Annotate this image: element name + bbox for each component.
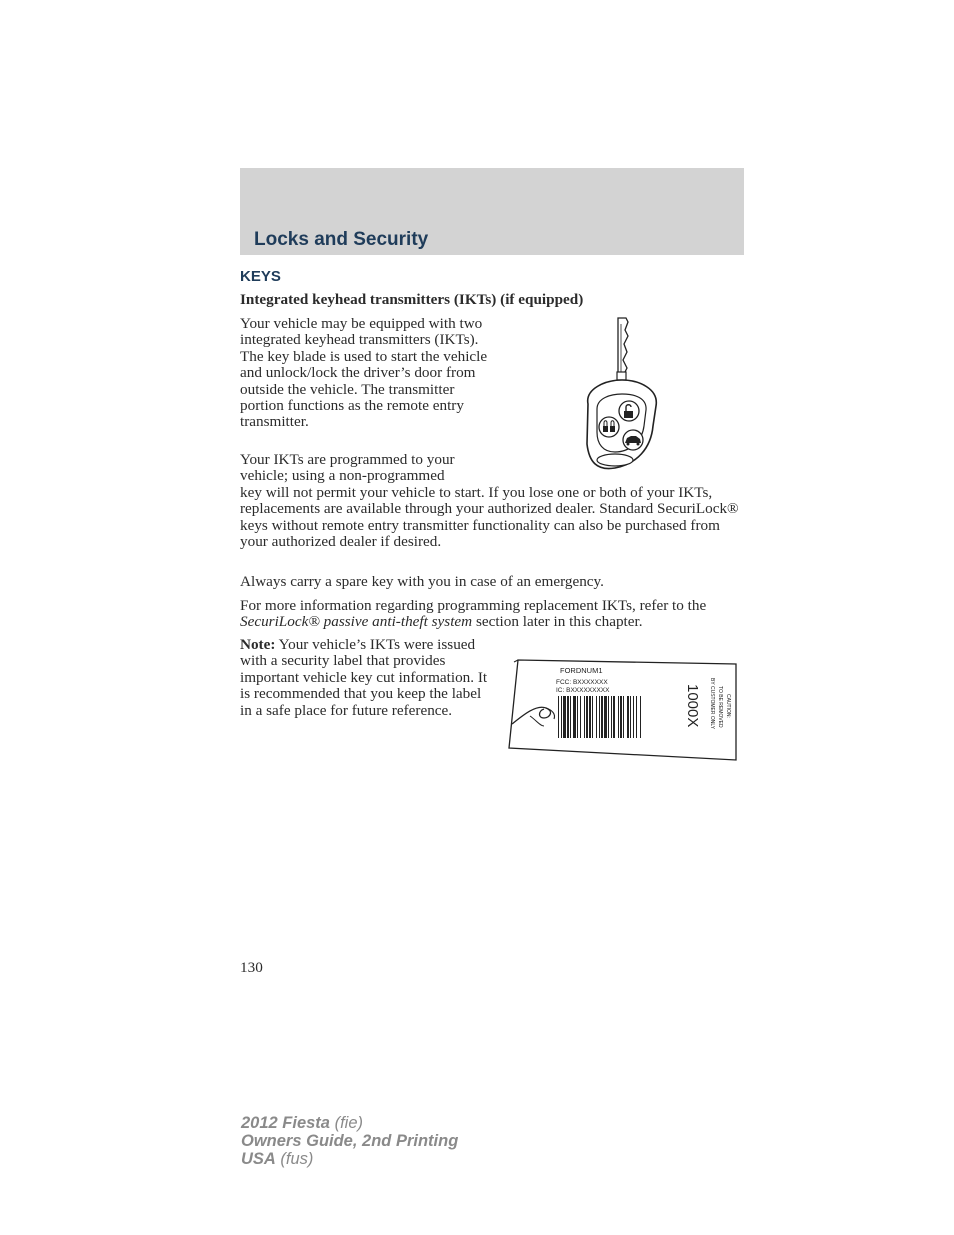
- paragraph-spare-key: Always carry a spare key with you in case of an emergency.: [240, 573, 604, 590]
- paragraph-more-info: [240, 598, 744, 631]
- barcode-bar: [601, 696, 603, 738]
- barcode-bar: [640, 696, 641, 738]
- label-caution-1: CAUTION:: [725, 694, 731, 718]
- barcode-bar: [633, 696, 634, 738]
- more-info-text-end: section later in this chapter.: [472, 613, 643, 631]
- barcode-bar: [561, 696, 562, 738]
- chapter-title: Locks and Security: [254, 229, 429, 250]
- barcode: [558, 696, 641, 738]
- barcode-bar: [577, 696, 578, 738]
- label-fcc: FCC: BXXXXXXX: [556, 679, 608, 686]
- footer-guide: Owners Guide, 2nd Printing: [241, 1132, 459, 1150]
- barcode-bar: [630, 696, 631, 738]
- chapter-header-band: [240, 168, 744, 255]
- footer-market: USA: [241, 1150, 276, 1168]
- label-caution-2: TO BE REMOVED: [717, 686, 723, 728]
- footer-model-code: (fie): [329, 1114, 363, 1132]
- barcode-bar: [586, 696, 588, 738]
- barcode-bar: [589, 696, 591, 738]
- barcode-bar: [627, 696, 629, 738]
- barcode-bar: [563, 696, 566, 738]
- subheading: Integrated keyhead transmitters (IKTs) (if equipped): [240, 291, 584, 308]
- note-label: Note:: [240, 636, 276, 653]
- barcode-bar: [558, 696, 559, 738]
- barcode-bar: [570, 696, 571, 738]
- more-info-text: For more information regarding programming replacement IKTs, refer to the: [240, 597, 707, 614]
- barcode-bar: [608, 696, 609, 738]
- paragraph-programming-rest: key will not permit your vehicle to start. If you lose one or both of your IKTs, replacements are available through your authorized dealer. Standard SecuriLock® keys without remote entry transmitter functionality can also be purchased from your authorized dealer if desired.: [240, 484, 739, 551]
- paragraph-note: [240, 637, 494, 719]
- securilock-reference: SecuriLock® passive anti-theft system: [240, 613, 473, 631]
- barcode-bar: [584, 696, 585, 738]
- barcode-bar: [620, 696, 622, 738]
- barcode-bar: [596, 696, 597, 738]
- label-caution-3: BY CUSTOMER ONLY: [709, 678, 715, 730]
- barcode-bar: [618, 696, 619, 738]
- unlock-button-icon: [619, 401, 639, 421]
- paragraph-ikt-intro: Your vehicle may be equipped with two integrated keyhead transmitters (IKTs). The key blade is used to start the vehicle and unlock/lock the driver’s door from outside the vehicle. The transmitter portion functions as the remote entry transmitter.: [240, 315, 488, 431]
- barcode-bar: [592, 696, 593, 738]
- footer-market-code: (fus): [275, 1150, 314, 1168]
- footer-model: 2012 Fiesta: [241, 1114, 330, 1132]
- footer-line-2: [241, 1132, 458, 1150]
- barcode-bar: [567, 696, 569, 738]
- label-ic: IC: BXXXXXXXXX: [556, 687, 610, 694]
- paragraph-programming-start: Your IKTs are programmed to your vehicle; using a non-programmed: [240, 451, 455, 485]
- barcode-bar: [604, 696, 607, 738]
- label-part-number: FORDNUM1: [560, 666, 603, 675]
- security-label-illustration: [506, 656, 740, 762]
- trunk-button-icon: [623, 430, 643, 450]
- key-illustration: [575, 314, 670, 474]
- barcode-bar: [611, 696, 612, 738]
- barcode-bar: [613, 696, 615, 738]
- barcode-bar: [580, 696, 581, 738]
- barcode-bar: [599, 696, 600, 738]
- footer-line-3: [241, 1150, 458, 1168]
- note-text: Your vehicle’s IKTs were issued with a security label that provides important vehicle key cut information. It is recommended that you keep the label in a safe place for future reference.: [240, 636, 488, 719]
- footer-line-1: [241, 1114, 458, 1132]
- footer: [241, 1114, 458, 1168]
- section-title: KEYS: [240, 268, 281, 285]
- barcode-bar: [623, 696, 624, 738]
- barcode-bar: [636, 696, 637, 738]
- page-number: 130: [240, 959, 263, 976]
- label-code: 1000X: [684, 684, 701, 728]
- barcode-bar: [573, 696, 576, 738]
- lock-button-icon: [599, 417, 619, 437]
